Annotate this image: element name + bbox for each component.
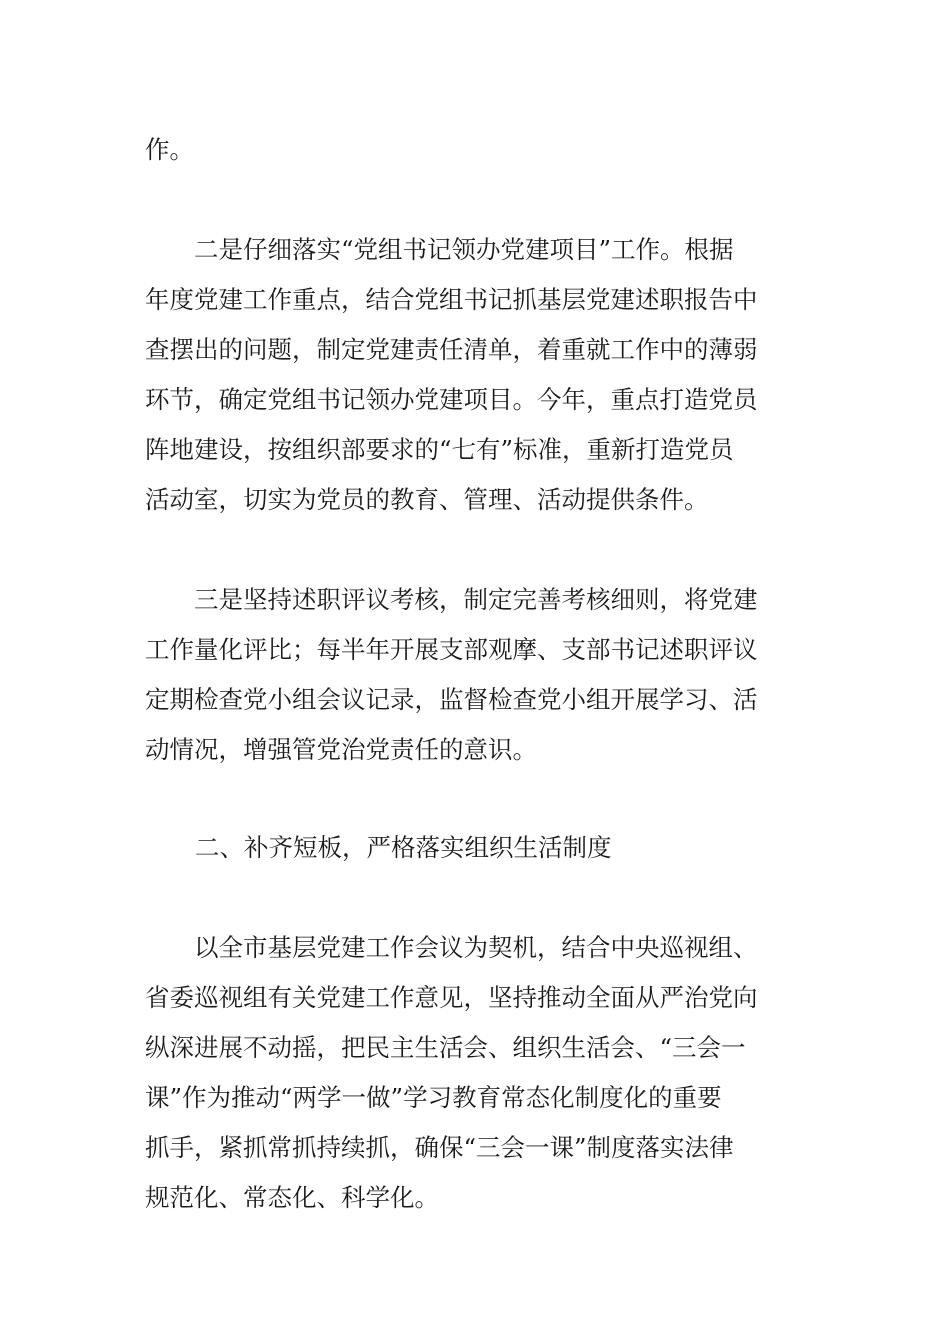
paragraph-line: 以全市基层党建工作会议为契机，结合中央巡视组、 — [145, 933, 758, 962]
paragraph-line: 定期检查党小组会议记录，监督检查党小组开展学习、活 — [145, 685, 758, 714]
paragraph-line: 省委巡视组有关党建工作意见，坚持推动全面从严治党向 — [145, 983, 758, 1012]
paragraph-line: 查摆出的问题，制定党建责任清单，着重就工作中的薄弱 — [145, 335, 758, 364]
paragraph-line: 活动室，切实为党员的教育、管理、活动提供条件。 — [145, 485, 709, 514]
paragraph-line: 年度党建工作重点，结合党组书记抓基层党建述职报告中 — [145, 285, 758, 314]
paragraph-line: 规范化、常态化、科学化。 — [145, 1183, 439, 1212]
section-heading: 二、补齐短板，严格落实组织生活制度 — [195, 833, 612, 862]
paragraph-line: 工作量化评比；每半年开展支部观摩、支部书记述职评议 — [145, 635, 758, 664]
paragraph-line: 动情况，增强管党治党责任的意识。 — [145, 735, 537, 764]
paragraph-line: 阵地建设，按组织部要求的“七有”标准，重新打造党员 — [145, 435, 734, 464]
paragraph-line: 作。 — [145, 135, 194, 164]
paragraph-line: 三是坚持述职评议考核，制定完善考核细则，将党建 — [145, 585, 758, 614]
paragraph-line: 纵深进展不动摇，把民主生活会、组织生活会、“三会一 — [145, 1033, 746, 1062]
paragraph-line: 环节，确定党组书记领办党建项目。今年，重点打造党员 — [145, 385, 758, 414]
paragraph-line: 抓手，紧抓常抓持续抓，确保“三会一课”制度落实法律 — [145, 1133, 734, 1162]
paragraph-line: 课”作为推动“两学一做”学习教育常态化制度化的重要 — [145, 1083, 722, 1112]
paragraph-line: 二是仔细落实“党组书记领办党建项目”工作。根据 — [145, 235, 734, 264]
